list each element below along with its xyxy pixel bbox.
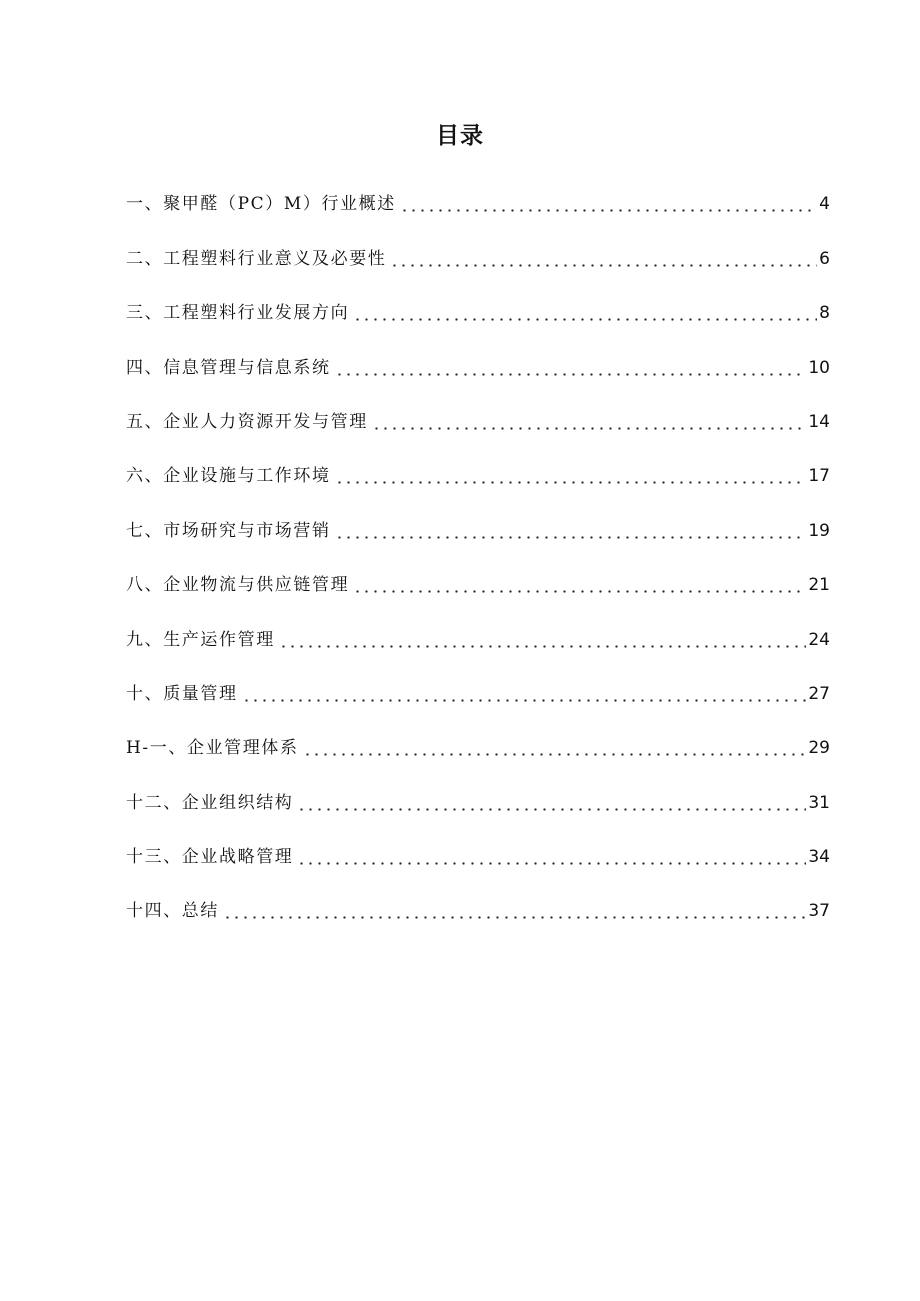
toc-dot-leader (353, 590, 806, 593)
toc-entry-label: 四、信息管理与信息系统 (126, 357, 331, 378)
toc-entry[interactable] (126, 615, 830, 669)
toc-entry[interactable] (126, 833, 830, 887)
toc-entry[interactable] (126, 561, 830, 615)
toc-entry-label: 十、质量管理 (126, 683, 238, 704)
toc-entry-label: H-一、企业管理体系 (126, 738, 299, 759)
toc-entry-label: 五、企业人力资源开发与管理 (126, 411, 368, 432)
toc-entry[interactable] (126, 670, 830, 724)
toc-entry-label: 三、工程塑料行业发展方向 (126, 303, 350, 324)
toc-dot-leader (353, 318, 817, 321)
toc-dot-leader (335, 536, 807, 539)
toc-dot-leader (279, 645, 807, 648)
toc-entry[interactable] (126, 343, 830, 397)
toc-entry[interactable] (126, 778, 830, 832)
toc-entry-label: 一、聚甲醛（PC）M）行业概述 (126, 194, 396, 215)
toc-dot-leader (297, 862, 806, 865)
toc-entry-page-number: 21 (808, 575, 830, 596)
toc-entry-label: 七、市场研究与市场营销 (126, 520, 331, 541)
toc-dot-leader (335, 373, 807, 376)
toc-entry-page-number: 24 (808, 629, 830, 650)
toc-dot-leader (297, 808, 806, 811)
toc-entry[interactable] (126, 234, 830, 288)
toc-entry-label: 六、企业设施与工作环境 (126, 466, 331, 487)
toc-dot-leader (242, 699, 807, 702)
toc-entry[interactable] (126, 887, 830, 941)
toc-entry-page-number: 27 (808, 683, 830, 704)
toc-dot-leader (372, 427, 807, 430)
toc-entry-label: 十四、总结 (126, 901, 219, 922)
toc-dot-leader (335, 481, 807, 484)
toc-entry-page-number: 4 (819, 194, 830, 215)
toc-entry-page-number: 10 (808, 357, 830, 378)
toc-entry-page-number: 31 (808, 792, 830, 813)
toc-entry-label: 十三、企业战略管理 (126, 847, 294, 868)
toc-dot-leader (223, 916, 806, 919)
toc-list (126, 180, 830, 941)
toc-entry-page-number: 29 (808, 738, 830, 759)
toc-entry-label: 九、生产运作管理 (126, 629, 275, 650)
toc-entry[interactable] (126, 398, 830, 452)
toc-dot-leader (303, 753, 807, 756)
toc-entry-label: 十二、企业组织结构 (126, 792, 294, 813)
toc-entry[interactable] (126, 289, 830, 343)
toc-entry-label: 八、企业物流与供应链管理 (126, 575, 350, 596)
toc-entry[interactable] (126, 724, 830, 778)
toc-entry-page-number: 6 (819, 248, 830, 269)
toc-entry[interactable] (126, 506, 830, 560)
toc-title: 目录 (436, 123, 484, 149)
toc-entry-page-number: 14 (808, 411, 830, 432)
toc-entry-page-number: 19 (808, 520, 830, 541)
toc-entry-page-number: 17 (808, 466, 830, 487)
toc-dot-leader (400, 209, 817, 212)
toc-entry[interactable] (126, 180, 830, 234)
toc-entry-page-number: 34 (808, 847, 830, 868)
toc-entry-label: 二、工程塑料行业意义及必要性 (126, 248, 387, 269)
toc-entry-page-number: 37 (808, 901, 830, 922)
toc-entry-page-number: 8 (819, 303, 830, 324)
toc-dot-leader (390, 264, 817, 267)
toc-entry[interactable] (126, 452, 830, 506)
